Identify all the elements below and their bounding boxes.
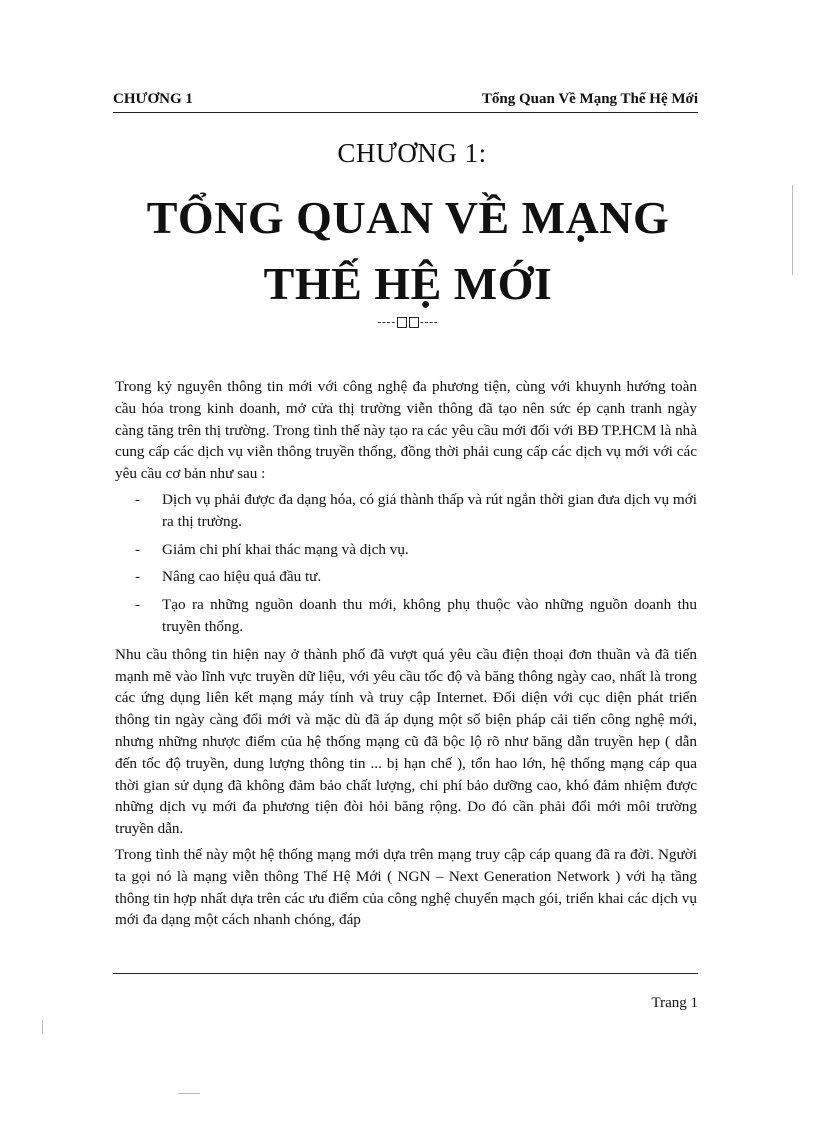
separator-box-icon (397, 317, 407, 328)
bullet-dash: - (135, 540, 141, 558)
chapter-title-line-1: TỔNG QUAN VỀ MẠNG (146, 192, 670, 243)
bullet-dash: - (135, 568, 141, 586)
list-item-text: Nâng cao hiệu quả đầu tư. (162, 568, 322, 586)
body-text (115, 376, 697, 935)
list-item (115, 539, 697, 561)
paragraph-2: Nhu cầu thông tin hiện nay ở thành phố đã vượt quá yêu cầu điện thoại đơn thuần và đã tiến mạnh mẽ vào lĩnh vực truyền dữ liệu, với yêu cầu tốc độ và băng thông ngày cao, nhất là trong các ứng dụng liên kết mạng máy tính và truy cập Internet. Đối diện với cục diện phát triển thông tin ngày càng đổi mới và mặc dù đã áp dụng một số biện pháp cải tiến công nghệ mới, nhưng những nhược điểm của hệ thống mạng cũ đã bộc lộ rõ như băng dẫn truyền hẹp ( dẫn đến tốc độ truyền, dung lượng thông tin ... bị hạn chế ), tổn hao lớn, hệ thống mạng cáp qua thời gian sử dụng đã không đảm bảo chất lượng, chi phí bảo dưỡng cao, khó đảm nhiệm được những dịch vụ mới đa phương tiện đòi hỏi băng rộng. Do đó cần phải đổi mới môi trường truyền dẫn. (115, 645, 697, 838)
scan-mark-right (792, 185, 793, 275)
chapter-title (0, 185, 816, 317)
list-item (115, 489, 697, 533)
header-chapter: CHƯƠNG 1 (113, 91, 193, 107)
chapter-label: CHƯƠNG 1: (337, 138, 487, 168)
list-item-text: Dịch vụ phải được đa dạng hóa, có giá thành thấp và rút ngắn thời gian đưa dịch vụ mới ra thị trường. (162, 490, 697, 530)
separator-dashes-left: ---- (377, 316, 396, 328)
intro-paragraph: Trong kỷ nguyên thông tin mới với công nghệ đa phương tiện, cùng với khuynh hướng toàn cầu hóa trong kinh doanh, mở cửa thị trường viễn thông đã tạo nên sức ép cạnh tranh ngày càng tăng trên thị trường. Trong tình thế này tạo ra các yêu cầu mới đối với BĐ TP.HCM là nhà cung cấp các dịch vụ viễn thông truyền thống, đồng thời phải cung cấp các dịch vụ mới với các yêu cầu cơ bản như sau : (115, 378, 697, 483)
list-item (115, 594, 697, 638)
chapter-title-line-2: THẾ HỆ MỚI (263, 258, 553, 309)
paragraph-3: Trong tình thế này một hệ thống mạng mới dựa trên mạng truy cập cáp quang đã ra đời. Người ta gọi nó là mạng viễn thông Thế Hệ Mới ( NGN – Next Generation Network ) với hạ tầng thông tin hợp nhất dựa trên các ưu điểm của công nghệ chuyển mạch gói, triển khai các dịch vụ mới đa dạng một cách nhanh chóng, đáp (115, 845, 697, 929)
page-number: Trang 1 (651, 995, 698, 1011)
bullet-dash: - (135, 596, 141, 614)
requirements-list (115, 489, 697, 638)
list-item-text: Tạo ra những nguồn doanh thu mới, không phụ thuộc vào những nguồn doanh thu truyền thống. (162, 596, 697, 635)
separator-box-icon (409, 317, 419, 328)
scan-mark-left (42, 1020, 43, 1034)
list-item-text: Giảm chi phí khai thác mạng và dịch vụ. (162, 540, 409, 558)
separator-dashes-right: ---- (420, 316, 439, 328)
footer-rule (113, 973, 698, 974)
bullet-dash: - (135, 490, 141, 508)
title-separator (0, 316, 816, 328)
header-title: Tổng Quan Về Mạng Thế Hệ Mới (481, 91, 698, 107)
running-header (113, 88, 698, 113)
scan-mark-bottom (178, 1093, 200, 1094)
list-item (115, 566, 697, 588)
